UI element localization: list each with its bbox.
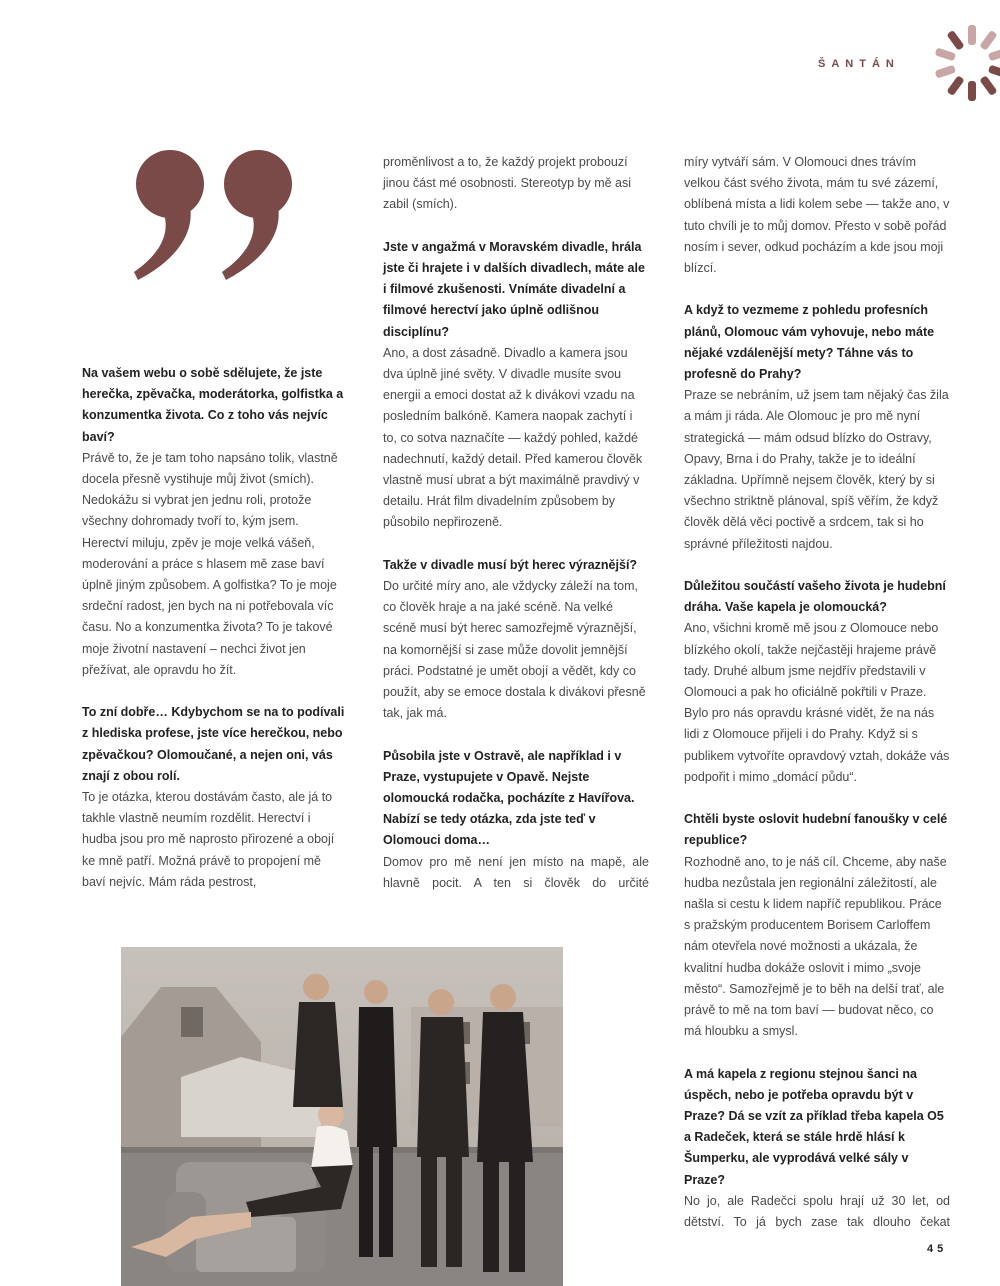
interview-question: A má kapela z regionu stejnou šanci na úspěch, nebo je potřeba opravdu být v Praze? Dá se vzít za příklad třeba kapela O5 a Radeček, která se stále hrdě hlásí k Šumperku, ale vyprodává velké sály v Praze? <box>684 1066 944 1187</box>
band-photo <box>121 947 563 1286</box>
interview-question: Takže v divadle musí být herec výraznější? <box>383 557 638 572</box>
interview-answer: Ano, a dost zásadně. Divadlo a kamera jsou dva úplně jiné světy. V divadle musíte svou energii a emoci dostat až k divákovi vzadu na posledním balkóně. Kamera naopak zachytí i to, co sotva naznačíte — každý pohled, každé nadechnutí, každý detail. Před kamerou člověk vlastně musí ubrat a být maximálně pravdivý v detailu. Hrát film divadelním způsobem by působilo nepřirozeně. <box>383 345 643 530</box>
interview-answer: Domov pro mě není jen místo na mapě, ale hlavně pocit. A ten si člověk do určité <box>383 854 649 890</box>
section-label: ŠANTÁN <box>818 58 900 70</box>
article-column-3 <box>684 152 950 1233</box>
page-number: 45 <box>927 1243 948 1255</box>
interview-answer: Ano, všichni kromě mě jsou z Olomouce nebo blízkého okolí, takže nejčastěji hrajeme právě tady. Druhé album jsme nejdřív představili v Olomouci a pak ho oficiálně pokřtili v Praze. Bylo pro nás opravdu krásné vidět, že na nás lidi z Olomouce přijeli i do Prahy. Když si s publikem vytvoříte opravdový vztah, dokáže vás podpořit i mimo „domácí půdu“. <box>684 621 950 784</box>
article-column-2 <box>383 152 649 894</box>
quotation-mark-icon <box>130 148 300 283</box>
article-column-1 <box>82 363 348 893</box>
interview-answer: proměnlivost a to, že každý projekt probouzí jinou část mé osobnosti. Stereotyp by mě asi zabil (smích). <box>383 155 632 212</box>
interview-answer: míry vytváří sám. V Olomouci dnes trávím velkou část svého života, mám tu své zázemí, oblíbená místa a lidi kolem sebe — takže ano, v tuto chvíli je to můj domov. Přesto v sobě pořád nosím i sever, odkud pocházím a kde jsou moji blízcí. <box>684 155 950 276</box>
interview-question: To zní dobře… Kdybychom se na to podívali z hlediska profese, jste více herečkou, nebo zpěvačkou? Olomoučané, a nejen oni, vás znají z obou rolí. <box>82 705 345 783</box>
interview-answer: Praze se nebráním, už jsem tam nějaký čas žila a mám ji ráda. Ale Olomouc je pro mě nyní strategická — mám odsud blízko do Ostravy, Opavy, Brna i do Prahy, takže je to ideální základna. Upřímně nejsem člověk, který by si všechno striktně plánoval, spíš věřím, že když člověk dělá věci poctivě a srdcem, tak si ho správné příležitosti najdou. <box>684 388 949 551</box>
sunburst-logo <box>930 22 1000 104</box>
interview-question: Působila jste v Ostravě, ale například i v Praze, vystupujete v Opavě. Nejste olomoucká rodačka, pocházíte z Havířova. Nabízí se tedy otázka, zda jste teď v Olomouci doma… <box>383 748 635 848</box>
interview-answer: Právě to, že je tam toho napsáno tolik, vlastně docela přesně vystihuje můj život (smích). Nedokážu si vybrat jen jednu roli, protože všechny dohromady tvoří to, kým jsem. Herectví miluju, zpěv je moje velká vášeň, moderování a práce s hlasem mě zase baví úplně jiným způsobem. A golfistka? To je moje srdeční radost, jen bych na ni potřebovala víc času. No a konzumentka života? To je takové moje životní nastavení – nechci život jen přežívat, ale opravdu ho žít. <box>82 450 338 677</box>
interview-answer: No jo, ale Radečci spolu hrají už 30 let, od dětství. To já bych zase tak dlouho čekat <box>684 1193 950 1230</box>
interview-question: Na vašem webu o sobě sdělujete, že jste herečka, zpěvačka, moderátorka, golfistka a konzumentka života. Co z toho vás nejvíc baví? <box>82 366 344 444</box>
interview-answer: Do určité míry ano, ale vždycky záleží na tom, co člověk hraje a na jaké scéně. Na velké scéně musí být herec samozřejmě výraznější, na komornější si zase může dovolit jemnější práci. Podstatné je umět obojí a vědět, kdy co použít, aby se emoce dostala k divákovi přesně tak, jak má. <box>383 579 646 721</box>
interview-question: A když to vezmeme z pohledu profesních plánů, Olomouc vám vyhovuje, nebo máte nějaké vzdálenější mety? Táhne vás to profesně do Prahy? <box>684 303 935 382</box>
interview-question: Důležitou součástí vašeho života je hudební dráha. Vaše kapela je olomoucká? <box>684 579 946 615</box>
interview-question: Jste v angažmá v Moravském divadle, hrála jste či hrajete i v dalších divadlech, máte ale i filmové zkušenosti. Vnímáte divadelní a filmové herectví jako úplně odlišnou disciplínu? <box>383 239 645 339</box>
interview-answer: To je otázka, kterou dostávám často, ale já to takhle vlastně neumím rozdělit. Herectví i hudba jsou pro mě naprosto přirozené a obojí ke mně patří. Možná právě to propojení mě baví nejvíc. Mám ráda pestrost, <box>82 790 335 889</box>
interview-question: Chtěli byste oslovit hudební fanoušky v celé republice? <box>684 812 948 848</box>
interview-answer: Rozhodně ano, to je náš cíl. Chceme, aby naše hudba nezůstala jen regionální záležitostí, ale našla si cestu k lidem napříč republikou. Práce s pražským producentem Borisem Carloffem nám otevřela nové možnosti a ukázala, že kvalitní hudba dokáže oslovit i mimo „svoje město“. Samozřejmě je to běh na delší trať, ale právě to mě na tom baví — budovat něco, co má hloubku a smysl. <box>684 854 947 1039</box>
